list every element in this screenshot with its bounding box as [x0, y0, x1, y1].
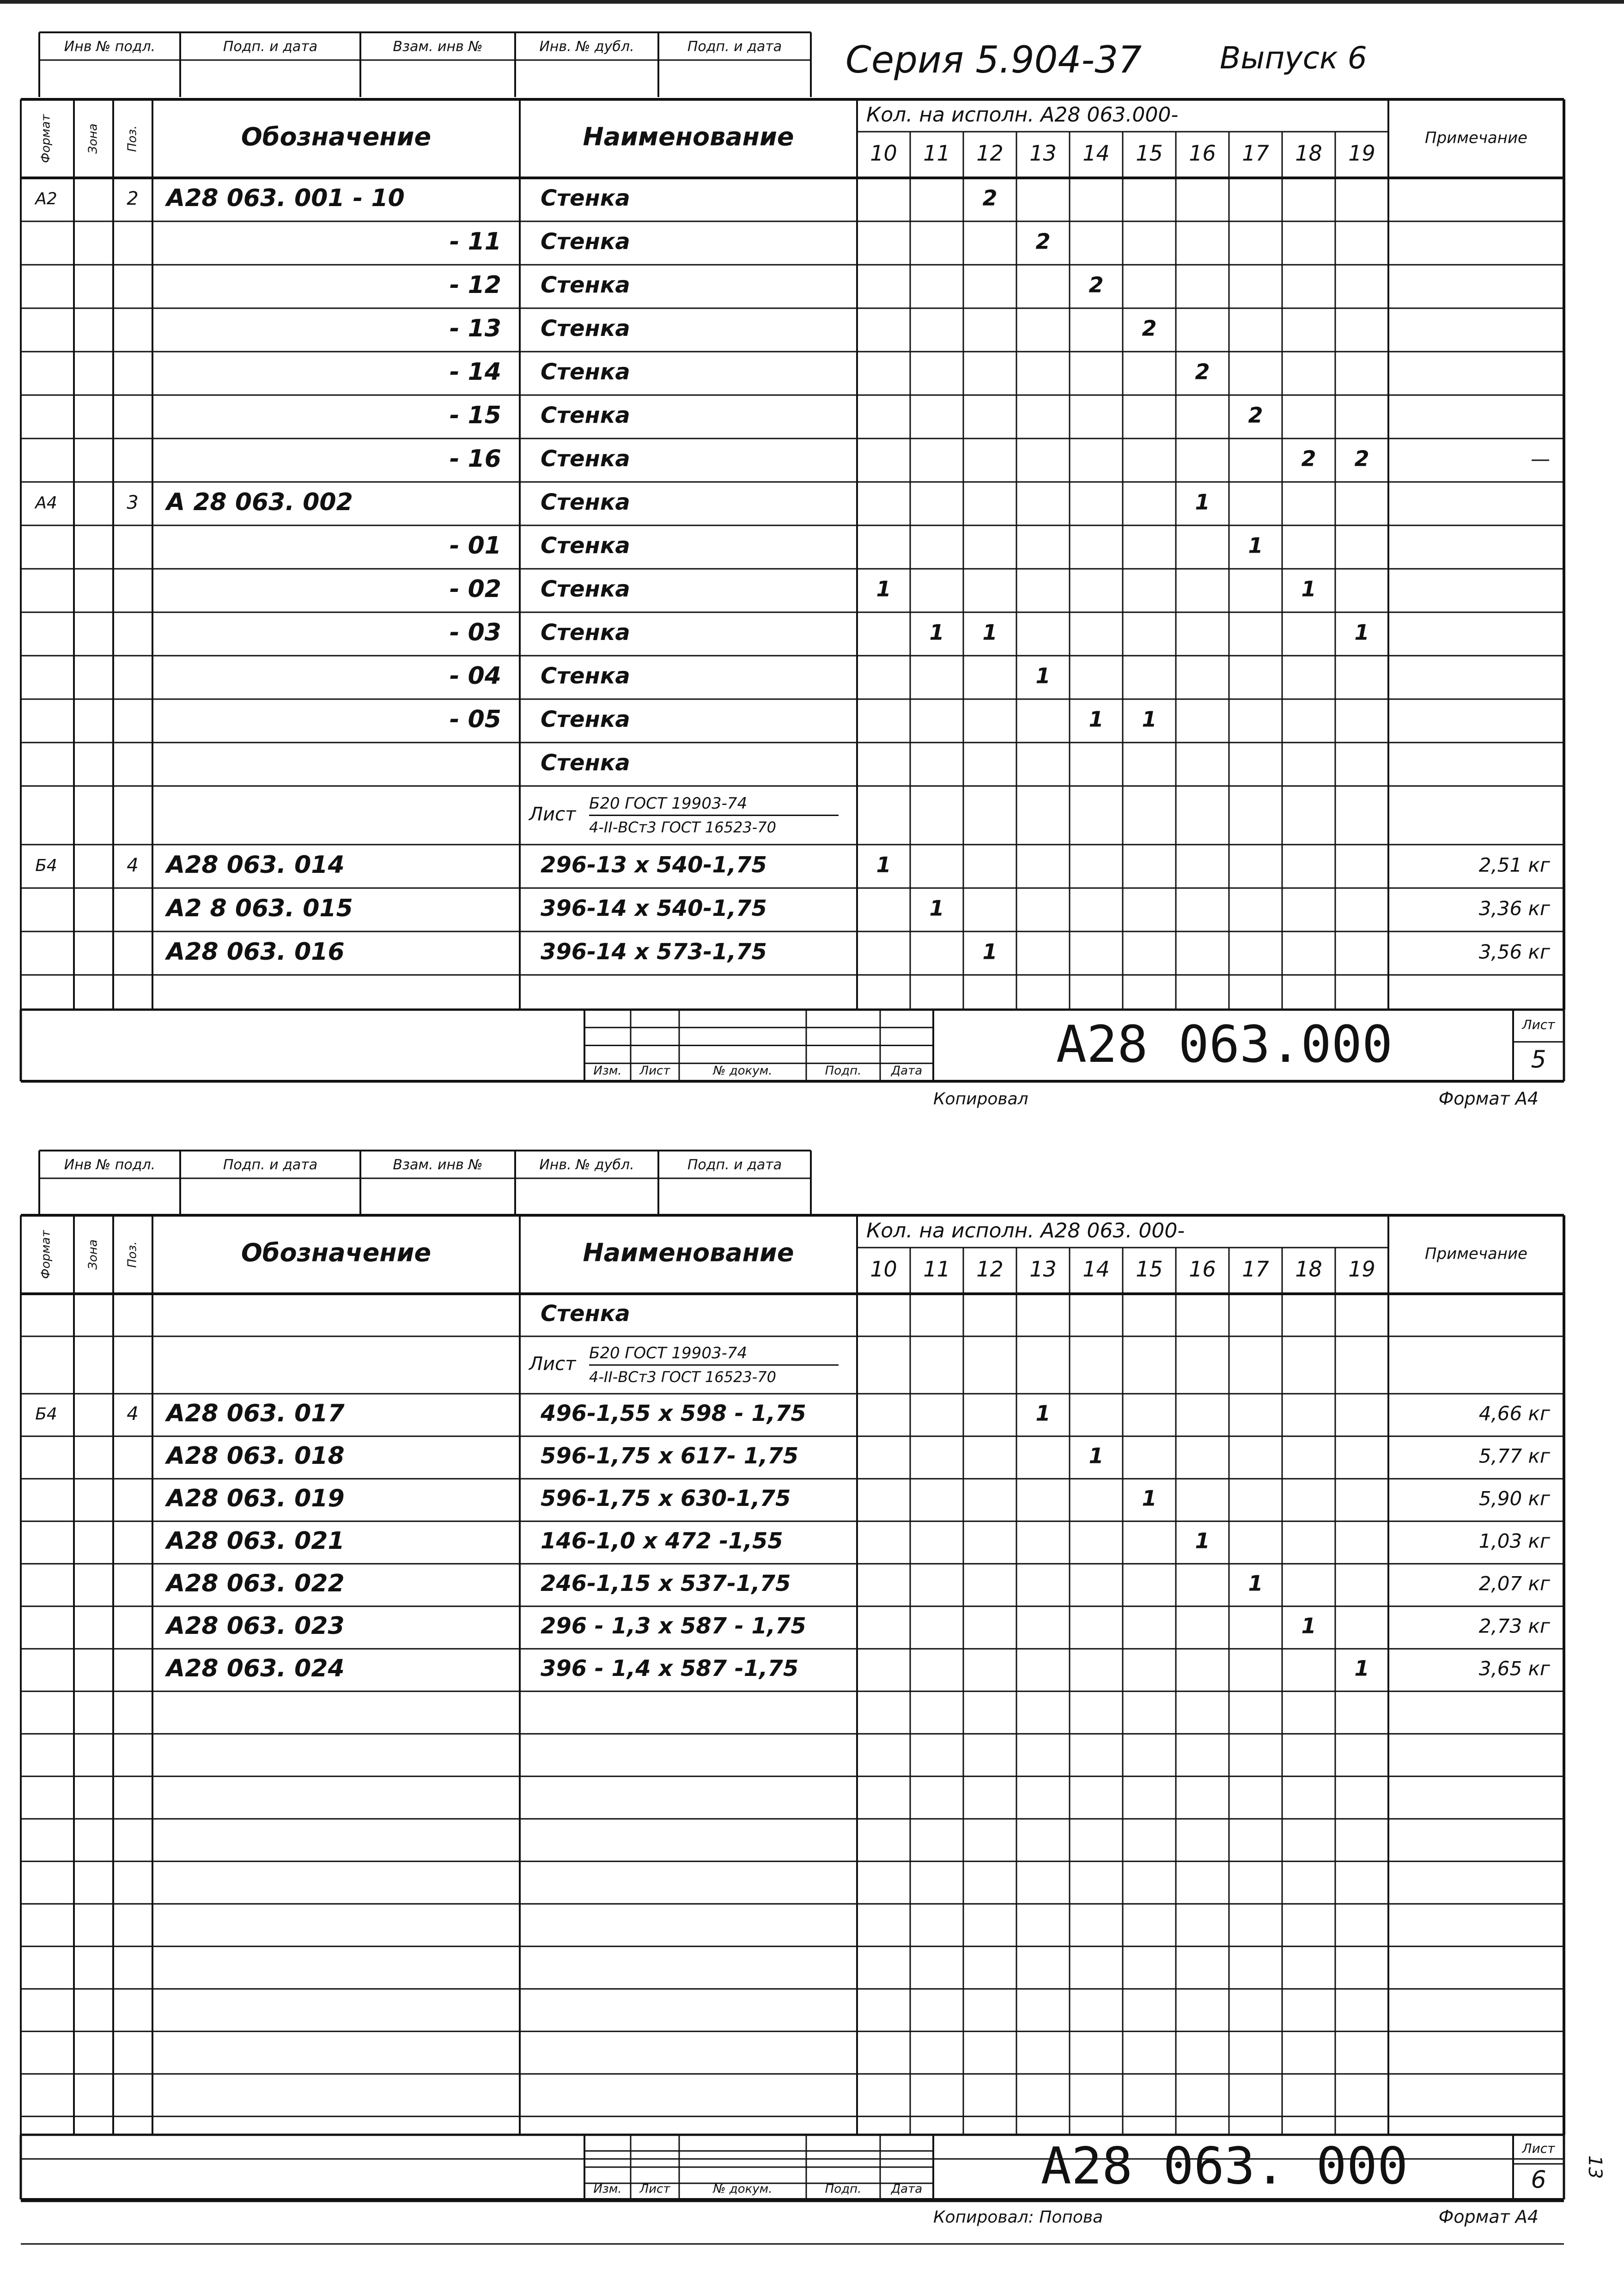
spec-sheet-6-drawing — [0, 1127, 1624, 2272]
row-designation: - 03 — [449, 619, 501, 646]
row-designation: - 02 — [449, 575, 501, 603]
variant-col-17: 17 — [1242, 1256, 1269, 1282]
qty-value: 2 — [1354, 446, 1369, 471]
row-format: Б4 — [35, 856, 57, 875]
variant-col-11: 11 — [923, 140, 950, 166]
qty-value: 1 — [1089, 1443, 1104, 1468]
variant-col-10: 10 — [870, 1256, 897, 1282]
header-qty-title: Кол. на исполн. А28 063.000- — [866, 103, 1179, 127]
row-designation: А2 8 063. 015 — [166, 894, 353, 922]
variant-col-18: 18 — [1295, 1256, 1322, 1282]
qty-value: 1 — [1301, 576, 1316, 602]
qty-value: 2 — [1089, 272, 1104, 298]
row-designation: А28 063. 001 - 10 — [166, 184, 405, 212]
issue-label: Выпуск 6 — [1220, 40, 1367, 76]
row-pos: 2 — [127, 188, 139, 209]
stamp-label: Взам. инв № — [393, 1157, 483, 1173]
row-note: 5,90 кг — [1478, 1487, 1550, 1510]
row-name: 596-1,75 x 617- 1,75 — [541, 1443, 799, 1469]
stamp-label: Подп. и дата — [223, 38, 318, 55]
row-designation: - 15 — [449, 402, 501, 429]
title-col-label: Лист — [639, 2182, 670, 2196]
row-name: Стенка — [541, 489, 630, 515]
row-designation: - 04 — [449, 662, 501, 690]
qty-value: 2 — [1301, 446, 1316, 471]
qty-value: 1 — [1142, 1486, 1157, 1511]
row-name: Стенка — [541, 229, 630, 255]
row-name: 396-14 x 540-1,75 — [541, 895, 767, 921]
row-name: Стенка — [541, 750, 630, 776]
row-note: — — [1531, 447, 1550, 470]
spec-sheet-5 — [0, 0, 1624, 1118]
row-name: 596-1,75 x 630-1,75 — [541, 1486, 791, 1512]
qty-value: 1 — [876, 852, 891, 877]
variant-col-12: 12 — [976, 1256, 1004, 1282]
sheet-label: Лист — [1522, 1017, 1555, 1033]
row-pos: 4 — [127, 1403, 139, 1425]
row-designation: - 12 — [449, 271, 501, 299]
variant-col-16: 16 — [1189, 1256, 1216, 1282]
stamp-label: Взам. инв № — [393, 38, 483, 55]
stamp-label: Подп. и дата — [687, 38, 782, 55]
row-designation: - 14 — [449, 358, 501, 386]
row-name: Стенка — [541, 359, 630, 385]
row-designation: А28 063. 018 — [166, 1442, 345, 1470]
header-zone: Зона — [86, 123, 100, 154]
row-designation: - 01 — [449, 532, 501, 560]
row-note: 3,36 кг — [1478, 897, 1550, 920]
row-name: Стенка — [541, 576, 630, 602]
row-format: А2 — [35, 189, 57, 208]
qty-value: 1 — [1142, 707, 1157, 732]
spec-sheet-6 — [0, 1127, 1624, 2272]
material-bottom: 4-II-ВСт3 ГОСТ 16523-70 — [589, 1368, 776, 1386]
row-note: 4,66 кг — [1478, 1402, 1550, 1425]
variant-col-11: 11 — [923, 1256, 950, 1282]
sheet-label: Лист — [1522, 2140, 1555, 2156]
variant-col-13: 13 — [1029, 1256, 1057, 1282]
title-col-label: Изм. — [593, 1064, 622, 1078]
stamp-label: Инв. № дубл. — [539, 38, 634, 55]
title-col-label: Подп. — [825, 1064, 862, 1078]
row-name: Стенка — [541, 620, 630, 646]
qty-value: 1 — [1354, 1656, 1369, 1681]
row-note: 2,51 кг — [1478, 853, 1550, 877]
qty-value: 1 — [876, 576, 891, 602]
copied-by: Копировал: Попова — [933, 2208, 1103, 2227]
title-col-label: Лист — [639, 1064, 670, 1078]
qty-value: 1 — [1195, 489, 1210, 515]
header-designation: Обозначение — [241, 1238, 432, 1267]
variant-col-10: 10 — [870, 140, 897, 166]
format-label: Формат А4 — [1438, 1088, 1539, 1109]
row-designation: А28 063. 017 — [166, 1400, 345, 1428]
material-prefix: Лист — [529, 1353, 576, 1375]
qty-value: 2 — [1035, 229, 1051, 254]
sheet-number: 5 — [1531, 1046, 1546, 1074]
stamp-label: Инв. № дубл. — [539, 1157, 634, 1173]
qty-value: 1 — [1035, 663, 1051, 688]
stamp-label: Инв № подл. — [64, 1157, 156, 1173]
title-col-label: Подп. — [825, 2182, 862, 2196]
row-name: 396 - 1,4 x 587 -1,75 — [541, 1656, 799, 1682]
title-col-label: Дата — [891, 2182, 923, 2196]
row-designation: А28 063. 019 — [166, 1485, 345, 1513]
row-name: 396-14 x 573-1,75 — [541, 938, 767, 965]
row-name: Стенка — [541, 1301, 630, 1327]
document-code: А28 063.000 — [1056, 1014, 1393, 1074]
variant-col-17: 17 — [1242, 140, 1269, 166]
row-name: Стенка — [541, 533, 630, 559]
row-designation: А28 063. 022 — [166, 1570, 345, 1598]
qty-value: 1 — [982, 939, 998, 964]
header-zone: Зона — [86, 1239, 100, 1270]
header-name: Наименование — [583, 1238, 794, 1267]
variant-col-19: 19 — [1348, 140, 1375, 166]
variant-col-12: 12 — [976, 140, 1004, 166]
row-note: 5,77 кг — [1478, 1444, 1550, 1468]
row-designation: - 16 — [449, 445, 501, 473]
row-name: Стенка — [541, 185, 630, 211]
row-pos: 3 — [127, 492, 139, 513]
row-name: 296 - 1,3 x 587 - 1,75 — [541, 1613, 806, 1639]
qty-value: 1 — [1248, 533, 1263, 558]
row-name: Стенка — [541, 663, 630, 689]
row-designation: А28 063. 014 — [166, 851, 345, 879]
row-designation: - 11 — [449, 228, 501, 256]
row-name: 496-1,55 x 598 - 1,75 — [541, 1401, 806, 1427]
row-name: Стенка — [541, 446, 630, 472]
variant-col-18: 18 — [1295, 140, 1322, 166]
row-designation: А28 063. 024 — [166, 1655, 345, 1683]
row-note: 3,56 кг — [1478, 940, 1550, 963]
qty-value: 2 — [1248, 402, 1263, 428]
qty-value: 1 — [1301, 1613, 1316, 1639]
spec-sheet-5-drawing — [0, 0, 1624, 1118]
series-label: Серия 5.904-37 — [845, 38, 1142, 81]
row-designation: - 13 — [449, 315, 501, 342]
row-name: Стенка — [541, 707, 630, 732]
row-name: 246-1,15 x 537-1,75 — [541, 1571, 791, 1597]
copied-by: Копировал — [933, 1090, 1028, 1109]
row-format: Б4 — [35, 1405, 57, 1424]
margin-number: 13 — [1584, 2155, 1606, 2179]
stamp-label: Подп. и дата — [687, 1157, 782, 1173]
variant-col-15: 15 — [1136, 1256, 1163, 1282]
row-name: 146-1,0 x 472 -1,55 — [541, 1528, 783, 1554]
row-format: А4 — [35, 493, 57, 512]
material-bottom: 4-II-ВСт3 ГОСТ 16523-70 — [589, 818, 776, 836]
title-col-label: Дата — [891, 1064, 923, 1078]
stamp-label: Инв № подл. — [64, 38, 156, 55]
sheet-number: 6 — [1531, 2166, 1546, 2194]
header-pos: Поз. — [125, 1241, 140, 1268]
qty-value: 1 — [929, 895, 944, 921]
variant-col-14: 14 — [1083, 1256, 1110, 1282]
stamp-label: Подп. и дата — [223, 1157, 318, 1173]
title-col-label: № докум. — [713, 2182, 772, 2196]
qty-value: 1 — [1248, 1571, 1263, 1596]
row-designation: А28 063. 023 — [166, 1612, 345, 1640]
row-name: Стенка — [541, 316, 630, 341]
row-name: Стенка — [541, 272, 630, 298]
row-designation: - 05 — [449, 706, 501, 733]
qty-value: 2 — [982, 185, 998, 211]
row-note: 3,65 кг — [1478, 1657, 1550, 1680]
row-designation: А28 063. 016 — [166, 938, 345, 966]
header-note: Примечание — [1425, 128, 1527, 147]
row-designation: А28 063. 021 — [166, 1527, 345, 1555]
row-designation: А 28 063. 002 — [166, 488, 353, 516]
qty-value: 1 — [929, 620, 944, 645]
header-format: Формат — [39, 114, 53, 163]
qty-value: 1 — [982, 620, 998, 645]
header-name: Наименование — [583, 122, 794, 152]
header-format: Формат — [39, 1230, 53, 1279]
variant-col-14: 14 — [1083, 140, 1110, 166]
variant-col-19: 19 — [1348, 1256, 1375, 1282]
header-designation: Обозначение — [241, 122, 432, 152]
qty-value: 1 — [1035, 1401, 1051, 1426]
variant-col-15: 15 — [1136, 140, 1163, 166]
title-col-label: Изм. — [593, 2182, 622, 2196]
row-name: 296-13 x 540-1,75 — [541, 852, 767, 878]
qty-value: 1 — [1089, 707, 1104, 732]
format-label: Формат А4 — [1438, 2206, 1539, 2227]
row-note: 2,07 кг — [1478, 1572, 1550, 1595]
qty-value: 1 — [1195, 1528, 1210, 1553]
qty-value: 1 — [1354, 620, 1369, 645]
material-top: Б20 ГОСТ 19903-74 — [589, 794, 748, 813]
variant-col-13: 13 — [1029, 140, 1057, 166]
row-note: 2,73 кг — [1478, 1614, 1550, 1638]
variant-col-16: 16 — [1189, 140, 1216, 166]
document-code: А28 063. 000 — [1040, 2136, 1408, 2196]
material-top: Б20 ГОСТ 19903-74 — [589, 1344, 748, 1363]
title-col-label: № докум. — [713, 1064, 772, 1078]
material-prefix: Лист — [529, 804, 576, 825]
header-pos: Поз. — [125, 125, 140, 152]
row-name: Стенка — [541, 402, 630, 428]
row-note: 1,03 кг — [1478, 1529, 1550, 1553]
row-pos: 4 — [127, 854, 139, 876]
qty-value: 2 — [1195, 359, 1210, 384]
header-note: Примечание — [1425, 1244, 1527, 1263]
qty-value: 2 — [1142, 316, 1157, 341]
header-qty-title: Кол. на исполн. А28 063. 000- — [866, 1219, 1185, 1243]
